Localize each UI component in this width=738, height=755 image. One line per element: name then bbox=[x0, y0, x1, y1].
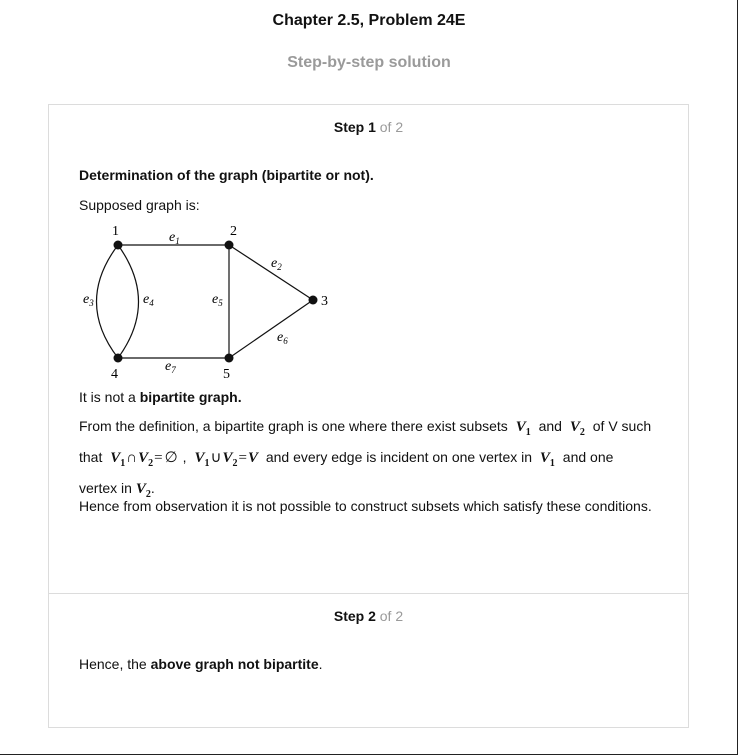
edge-e3 bbox=[97, 245, 119, 358]
math-v1-b: $V_1$ bbox=[539, 450, 555, 469]
edge-label-e1: $e_1$ bbox=[169, 230, 180, 246]
edge-e2 bbox=[229, 245, 313, 300]
vertex-label-4: 4 bbox=[111, 367, 118, 382]
math-v2-b: $V_2$ bbox=[135, 481, 151, 500]
edge-label-e4: $e_4$ bbox=[143, 292, 154, 308]
definition-text-3: and every edge is incident on one vertex in bbox=[261, 449, 536, 465]
result-text: It is not a bbox=[79, 389, 140, 405]
vertex-label-3: 3 bbox=[321, 294, 328, 309]
page-title: Chapter 2.5, Problem 24E bbox=[272, 12, 466, 29]
step-1-header bbox=[49, 119, 688, 135]
vertex-label-2: 2 bbox=[230, 224, 237, 239]
vertex-label-5: 5 bbox=[223, 367, 230, 382]
step-2-label: Step 2 bbox=[333, 608, 376, 624]
edge-label-e3: $e_3$ bbox=[83, 292, 94, 308]
step-1-count: of 2 bbox=[375, 119, 404, 135]
definition-text-4: and one bbox=[558, 449, 614, 465]
edge-e6 bbox=[229, 300, 313, 358]
step-2-text-bold: above graph not bipartite bbox=[150, 656, 319, 672]
vertex-5 bbox=[225, 354, 234, 363]
definition-end: . bbox=[150, 480, 155, 496]
edge-label-e5: $e_5$ bbox=[212, 292, 223, 308]
step-2-text bbox=[79, 652, 669, 677]
step-2-count: of 2 bbox=[375, 608, 404, 624]
step-1-definition bbox=[79, 414, 669, 507]
step-1-heading: Determination of the graph (bipartite or not). bbox=[79, 167, 374, 183]
edge-label-e7: $e_7$ bbox=[165, 359, 176, 375]
definition-comma: , bbox=[182, 449, 191, 465]
definition-text-1: From the definition, a bipartite graph is one where there exist subsets bbox=[79, 418, 512, 434]
vertex-3 bbox=[309, 296, 318, 305]
math-intersection: $V_1\cap V_2=$ ∅ bbox=[110, 450, 178, 469]
math-union: $V_1\cup V_2=V$ bbox=[194, 450, 258, 469]
definition-and: and bbox=[534, 418, 566, 434]
step-2-text-suffix: . bbox=[318, 656, 323, 672]
vertex-label-1: 1 bbox=[112, 224, 119, 239]
solution-card bbox=[48, 104, 689, 728]
page-subtitle: Step-by-step solution bbox=[287, 54, 451, 71]
bipartite-graph-figure bbox=[77, 223, 347, 383]
step-divider bbox=[49, 593, 688, 594]
vertex-1 bbox=[114, 241, 123, 250]
edge-e4 bbox=[118, 245, 139, 358]
vertex-4 bbox=[114, 354, 123, 363]
math-v1: $V_1$ bbox=[515, 419, 531, 438]
definition-that: that bbox=[79, 449, 107, 465]
step-1-intro: Supposed graph is: bbox=[79, 197, 200, 213]
definition-text-5: vertex in bbox=[79, 480, 136, 496]
step-1-result bbox=[79, 385, 669, 410]
step-2-text-prefix: Hence, the bbox=[79, 656, 151, 672]
step-2-header bbox=[49, 608, 688, 624]
definition-text-2: of V such bbox=[588, 418, 652, 434]
step-1-label: Step 1 bbox=[333, 119, 376, 135]
vertex-2 bbox=[225, 241, 234, 250]
step-1-conclusion: Hence from observation it is not possible to construct subsets which satisfy these conditions. bbox=[79, 498, 652, 514]
result-bold: bipartite graph. bbox=[139, 389, 242, 405]
edge-label-e6: $e_6$ bbox=[277, 330, 288, 346]
math-v2: $V_2$ bbox=[569, 419, 585, 438]
edge-label-e2: $e_2$ bbox=[271, 256, 282, 272]
